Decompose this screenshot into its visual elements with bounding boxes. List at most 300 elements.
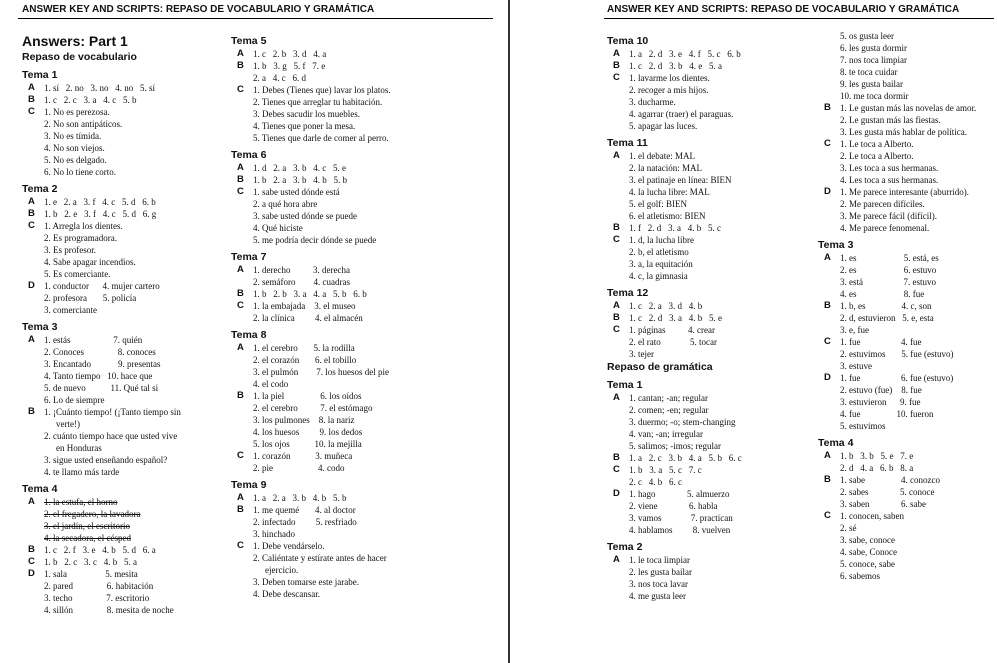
answer-text: 1. cantan; -an; regular — [629, 393, 708, 403]
answer-line — [607, 554, 822, 566]
answer-line — [22, 382, 222, 394]
exercise-letter: C — [824, 336, 831, 347]
section-heading: Tema 9 — [231, 479, 267, 491]
answer-line — [818, 210, 997, 222]
answer-text: 3. ducharme. — [629, 97, 676, 107]
exercise-letter: D — [28, 568, 35, 579]
answer-line — [231, 378, 491, 390]
section-heading: Tema 12 — [607, 287, 649, 299]
answer-text: 1. el cerebro 5. la rodilla — [253, 343, 355, 353]
answer-text: 5. apagar las luces. — [629, 121, 698, 131]
answer-line — [607, 324, 822, 336]
answer-line — [818, 474, 997, 486]
section-heading: Tema 2 — [607, 541, 643, 553]
answer-line — [607, 300, 822, 312]
answer-line — [607, 174, 822, 186]
answer-text: 3. sabe, conoce — [840, 535, 895, 545]
answer-text: 2. sé — [840, 523, 857, 533]
section-heading: Tema 2 — [22, 183, 58, 195]
answer-text: 1. b 3. b 5. e 7. e — [840, 451, 914, 461]
answer-line — [607, 590, 822, 602]
answer-line — [231, 564, 491, 576]
exercise-letter: A — [237, 162, 244, 173]
answer-line — [22, 394, 222, 406]
answer-line — [22, 430, 222, 442]
answer-text: 1. sabe usted dónde está — [253, 187, 340, 197]
answer-text: 2. No son antipáticos. — [44, 119, 123, 129]
answer-text: 6. sabemos — [840, 571, 880, 581]
answer-text: 2. estuvo (fue) 8. fue — [840, 385, 922, 395]
answer-line — [231, 402, 491, 414]
exercise-letter: B — [237, 60, 244, 71]
answer-line — [818, 150, 997, 162]
answer-text: 4. el codo — [253, 379, 289, 389]
exercise-letter: C — [613, 324, 620, 335]
column-1 — [22, 30, 222, 616]
answer-line — [231, 48, 491, 60]
answer-line — [22, 232, 222, 244]
answer-text: 1. sabe 4. conozco — [840, 475, 940, 485]
answer-line — [607, 392, 822, 404]
answer-line — [22, 406, 222, 418]
answer-text: 1. le toca limpiar — [629, 555, 690, 565]
answer-text: 5. estuvimos — [840, 421, 886, 431]
answer-line — [818, 90, 997, 102]
exercise-letter: C — [237, 540, 244, 551]
exercise-letter: C — [28, 220, 35, 231]
answer-text: 4. van; -an; irregular — [629, 429, 703, 439]
answer-text: 5. Tienes que darle de comer al perro. — [253, 133, 389, 143]
answer-line — [22, 244, 222, 256]
answer-text: 4. Tanto tiempo 10. hace que — [44, 371, 153, 381]
page-header: ANSWER KEY AND SCRIPTS: REPASO DE VOCABULARIO Y GRAMÁTICA — [22, 4, 375, 15]
answer-text: 1. el debate: MAL — [629, 151, 695, 161]
answer-text: 1. d, la lucha libre — [629, 235, 694, 245]
answer-line — [607, 464, 822, 476]
exercise-letter: B — [28, 208, 35, 219]
answer-line — [231, 438, 491, 450]
answer-text: 2. d 4. a 6. b 8. a — [840, 463, 914, 473]
answer-text: 4. Sabe apagar incendios. — [44, 257, 136, 267]
exercise-letter: B — [613, 452, 620, 463]
exercise-letter: B — [824, 102, 831, 113]
answer-text: 1. Le toca a Alberto. — [840, 139, 914, 149]
answer-text: 5. Es comerciante. — [44, 269, 111, 279]
answer-line — [818, 534, 997, 546]
answer-text: 1. conocen, saben — [840, 511, 904, 521]
answer-line — [231, 96, 491, 108]
answer-text: 4. c, la gimnasia — [629, 271, 688, 281]
answer-text: 1. Me parece interesante (aburrido). — [840, 187, 969, 197]
answer-text: 1. b 2. e 3. f 4. c 5. d 6. g — [44, 209, 157, 219]
answer-text: verte!) — [56, 419, 80, 429]
answer-text: 4. Les toca a sus hermanas. — [840, 175, 939, 185]
answer-text: 1. derecho 3. derecha — [253, 265, 350, 275]
answer-text: 3. el pulmón 7. los huesos del pie — [253, 367, 389, 377]
answer-text: 3. Les toca a sus hermanas. — [840, 163, 939, 173]
section-heading: Tema 1 — [607, 379, 643, 391]
exercise-letter: C — [824, 510, 831, 521]
answer-line — [231, 234, 491, 246]
answer-text: 7. nos toca limpiar — [840, 55, 907, 65]
answer-text: 6. No lo tiene corto. — [44, 167, 116, 177]
answer-text: 3. duermo; -o; stem-changing — [629, 417, 736, 427]
answer-line — [231, 414, 491, 426]
answer-text: 1. hago 5. almuerzo — [629, 489, 730, 499]
exercise-letter: A — [613, 392, 620, 403]
column-4 — [818, 30, 997, 582]
answer-line — [231, 492, 491, 504]
answer-line — [22, 166, 222, 178]
answer-text: 1. a 2. d 3. e 4. f 5. c 6. b — [629, 49, 741, 59]
answer-text: 4. fue 10. fueron — [840, 409, 934, 419]
answer-text: 2. b, el atletismo — [629, 247, 689, 257]
exercise-letter: A — [613, 150, 620, 161]
answer-line — [607, 108, 822, 120]
answer-text: 2. comen; -en; regular — [629, 405, 709, 415]
exercise-letter: A — [28, 82, 35, 93]
answer-text: 2. semáforo 4. cuadras — [253, 277, 350, 287]
answer-line — [818, 252, 997, 264]
answer-text: 4. Me parece fenomenal. — [840, 223, 930, 233]
answer-line — [818, 570, 997, 582]
section-heading: Tema 1 — [22, 69, 58, 81]
answer-text: 1. Debes (Tienes que) lavar los platos. — [253, 85, 391, 95]
answer-line — [22, 496, 222, 508]
answer-text: 2. pared 6. habitación — [44, 581, 154, 591]
section-heading: Tema 6 — [231, 149, 267, 161]
answer-line — [818, 312, 997, 324]
answer-line — [607, 336, 822, 348]
answer-line — [818, 162, 997, 174]
answer-text: 9. les gusta bailar — [840, 79, 903, 89]
answer-line — [231, 132, 491, 144]
answer-text: 4. Debe descansar. — [253, 589, 320, 599]
answer-line — [818, 486, 997, 498]
answer-text: 3. saben 6. sabe — [840, 499, 926, 509]
answer-line — [607, 404, 822, 416]
exercise-letter: C — [237, 186, 244, 197]
subheading: Repaso de gramática — [607, 361, 713, 373]
answer-line — [22, 532, 222, 544]
section-heading: Tema 4 — [818, 437, 854, 449]
answer-text: 3. está 7. estuvo — [840, 277, 936, 287]
answer-line — [22, 106, 222, 118]
page-right — [512, 0, 997, 663]
answer-text: 1. c 2. d 3. a 4. b 5. e — [629, 313, 722, 323]
answer-text: 1. e 2. a 3. f 4. c 5. d 6. b — [44, 197, 156, 207]
answer-text: 2. sabes 5. conoce — [840, 487, 935, 497]
answer-text: 3. comerciante — [44, 305, 97, 315]
answer-text: 3. estuve — [840, 361, 872, 371]
answer-line — [607, 198, 822, 210]
answer-line — [607, 348, 822, 360]
answer-text: 1. f 2. d 3. a 4. b 5. c — [629, 223, 721, 233]
answer-line — [607, 428, 822, 440]
exercise-letter: B — [237, 390, 244, 401]
answer-line — [818, 558, 997, 570]
answer-text: 3. Deben tomarse este jarabe. — [253, 577, 359, 587]
exercise-letter: B — [824, 474, 831, 485]
answer-line — [231, 450, 491, 462]
answer-text: 4. agarrar (traer) el paraguas. — [629, 109, 734, 119]
answer-line — [231, 120, 491, 132]
answer-text: 4. la lucha libre: MAL — [629, 187, 710, 197]
answer-line — [22, 580, 222, 592]
exercise-letter: B — [28, 544, 35, 555]
answer-text: 3. Es profesor. — [44, 245, 96, 255]
answer-line — [818, 510, 997, 522]
answer-line — [607, 150, 822, 162]
answer-text: 1. b 3. a 5. c 7. c — [629, 465, 702, 475]
answer-text: 1. fue 6. fue (estuvo) — [840, 373, 954, 383]
exercise-letter: B — [28, 94, 35, 105]
answer-text: 4. hablamos 8. vuelven — [629, 525, 731, 535]
answer-text: 2. viene 6. habla — [629, 501, 718, 511]
answer-line — [607, 440, 822, 452]
answer-line — [607, 258, 822, 270]
answer-line — [607, 500, 822, 512]
answer-text: 3. tejer — [629, 349, 654, 359]
section-heading: Tema 8 — [231, 329, 267, 341]
answer-line — [607, 246, 822, 258]
answer-line — [22, 466, 222, 478]
exercise-letter: C — [613, 72, 620, 83]
exercise-letter: C — [613, 234, 620, 245]
answer-text: 5. salimos; -imos; regular — [629, 441, 721, 451]
column-3 — [607, 30, 822, 602]
header-rule — [18, 18, 493, 19]
answer-line — [22, 508, 222, 520]
answer-text: 2. estuvimos 5. fue (estuvo) — [840, 349, 954, 359]
answer-text: 4. sillón 8. mesita de noche — [44, 605, 174, 615]
answer-text: 2. infectado 5. resfriado — [253, 517, 357, 527]
answer-line — [607, 512, 822, 524]
answer-text: 2. Caliéntate y estírate antes de hacer — [253, 553, 387, 563]
answer-line — [818, 54, 997, 66]
answer-text: 1. páginas 4. crear — [629, 325, 715, 335]
exercise-letter: D — [824, 186, 831, 197]
answer-line — [818, 420, 997, 432]
page-left — [0, 0, 497, 663]
exercise-letter: B — [613, 222, 620, 233]
answer-line — [231, 516, 491, 528]
answer-text: 3. Me parece fácil (difícil). — [840, 211, 937, 221]
answer-line — [22, 520, 222, 532]
answer-line — [818, 408, 997, 420]
answer-line — [22, 256, 222, 268]
answer-line — [818, 384, 997, 396]
answer-text: 3. techo 7. escritorio — [44, 593, 150, 603]
answer-line — [22, 196, 222, 208]
answer-line — [818, 276, 997, 288]
answer-text: 1. la embajada 3. el museo — [253, 301, 356, 311]
exercise-letter: B — [824, 300, 831, 311]
answer-text: 3. hinchado — [253, 529, 295, 539]
answer-text: 5. conoce, sabe — [840, 559, 895, 569]
answer-line — [231, 540, 491, 552]
answer-line — [231, 288, 491, 300]
answer-line — [818, 300, 997, 312]
answer-text: 1. la estufa, el horno — [44, 497, 118, 507]
answer-line — [231, 276, 491, 288]
exercise-letter: C — [28, 556, 35, 567]
answer-text: 2. d, estuvieron 5. e, esta — [840, 313, 934, 323]
answer-line — [231, 390, 491, 402]
answer-line — [607, 476, 822, 488]
answer-text: ejercicio. — [265, 565, 299, 575]
answer-text: 2. profesora 5. policía — [44, 293, 137, 303]
answer-text: 8. te toca cuidar — [840, 67, 898, 77]
exercise-letter: A — [613, 48, 620, 59]
answer-text: 1. estás 7. quién — [44, 335, 143, 345]
answer-text: 1. Debe vendárselo. — [253, 541, 325, 551]
answer-line — [818, 42, 997, 54]
answer-line — [22, 358, 222, 370]
answer-text: 3. el jardín, el escritorio — [44, 521, 130, 531]
page-divider — [508, 0, 510, 663]
answer-text: 1. b 2. a 3. b 4. b 5. b — [253, 175, 347, 185]
page-header: ANSWER KEY AND SCRIPTS: REPASO DE VOCABULARIO Y GRAMÁTICA — [607, 4, 960, 15]
answer-line — [22, 268, 222, 280]
answer-line — [818, 324, 997, 336]
answer-line — [231, 84, 491, 96]
answer-line — [607, 222, 822, 234]
answer-text: 1. c 2. d 3. b 4. e 5. a — [629, 61, 722, 71]
answer-text: 1. fue 4. fue — [840, 337, 922, 347]
answer-line — [818, 336, 997, 348]
exercise-letter: B — [237, 504, 244, 515]
section-heading: Tema 11 — [607, 137, 648, 149]
answer-text: 5. los ojos 10. la mejilla — [253, 439, 362, 449]
answer-line — [231, 426, 491, 438]
answer-text: 2. Es programadora. — [44, 233, 117, 243]
answer-line — [607, 72, 822, 84]
answer-line — [818, 114, 997, 126]
answer-text: 1. me quemé 4. al doctor — [253, 505, 356, 515]
answer-text: 2. Le gustan más las fiestas. — [840, 115, 941, 125]
section-heading: Tema 10 — [607, 35, 649, 47]
answer-line — [607, 186, 822, 198]
answer-line — [607, 416, 822, 428]
answer-line — [231, 264, 491, 276]
answer-line — [607, 566, 822, 578]
answer-line — [231, 162, 491, 174]
answer-text: 1. b 2. c 3. c 4. b 5. a — [44, 557, 137, 567]
answer-line — [22, 154, 222, 166]
exercise-letter: D — [28, 280, 35, 291]
exercise-letter: A — [237, 492, 244, 503]
answer-text: 6. les gusta dormir — [840, 43, 907, 53]
answer-text: 1. b 2. b 3. a 4. a 5. b 6. b — [253, 289, 367, 299]
answer-line — [607, 162, 822, 174]
answer-line — [22, 292, 222, 304]
exercise-letter: B — [613, 312, 620, 323]
answer-text: 4. sabe, Conoce — [840, 547, 897, 557]
exercise-letter: C — [237, 84, 244, 95]
section-heading: Tema 3 — [22, 321, 58, 333]
answer-line — [607, 452, 822, 464]
answer-line — [231, 528, 491, 540]
answer-line — [818, 174, 997, 186]
exercise-letter: A — [237, 342, 244, 353]
answer-line — [607, 120, 822, 132]
answer-line — [231, 108, 491, 120]
answer-line — [607, 488, 822, 500]
answer-line — [818, 498, 997, 510]
answer-line — [22, 544, 222, 556]
answer-text: 3. vamos 7. practican — [629, 513, 733, 523]
answer-line — [22, 304, 222, 316]
answer-line — [22, 370, 222, 382]
answer-line — [231, 576, 491, 588]
exercise-letter: C — [237, 300, 244, 311]
answer-line — [231, 312, 491, 324]
answer-line — [231, 354, 491, 366]
answer-line — [818, 222, 997, 234]
answer-text: 1. conductor 4. mujer cartero — [44, 281, 160, 291]
answer-text: 5. os gusta leer — [840, 31, 894, 41]
answer-text: 2. la clínica 4. el almacén — [253, 313, 363, 323]
answer-line — [22, 604, 222, 616]
answer-line — [818, 102, 997, 114]
answer-text: 3. e, fue — [840, 325, 869, 335]
answer-text: 4. Tienes que poner la mesa. — [253, 121, 356, 131]
section-heading: Tema 3 — [818, 239, 854, 251]
answer-text: 1. ¡Cuánto tiempo! (¡Tanto tiempo sin — [44, 407, 181, 417]
answer-line — [818, 138, 997, 150]
answer-line — [231, 588, 491, 600]
answer-text: 2. cuánto tiempo hace que usted vive — [44, 431, 178, 441]
answer-text: 1. c 2. b 3. d 4. a — [253, 49, 327, 59]
answer-line — [818, 372, 997, 384]
answer-text: 2. Tienes que arreglar tu habitación. — [253, 97, 383, 107]
answer-line — [22, 568, 222, 580]
exercise-letter: B — [237, 288, 244, 299]
answer-line — [818, 78, 997, 90]
answer-line — [231, 174, 491, 186]
answer-text: 2. Me parecen difíciles. — [840, 199, 925, 209]
answer-line — [818, 30, 997, 42]
answer-line — [818, 264, 997, 276]
exercise-letter: B — [613, 60, 620, 71]
answer-text: 1. c 2. a 3. d 4. b — [629, 301, 703, 311]
subheading: Repaso de vocabulario — [22, 51, 137, 63]
answer-text: 1. a 2. a 3. b 4. b 5. b — [253, 493, 347, 503]
answer-line — [818, 462, 997, 474]
answer-line — [607, 60, 822, 72]
exercise-letter: A — [237, 264, 244, 275]
answer-text: 2. c 4. b 6. c — [629, 477, 682, 487]
answer-line — [818, 198, 997, 210]
answer-line — [607, 84, 822, 96]
answer-text: 2. el corazón 6. el tobillo — [253, 355, 357, 365]
answer-text: 2. es 6. estuvo — [840, 265, 937, 275]
answer-text: 2. Conoces 8. conoces — [44, 347, 156, 357]
answer-text: 6. el atletismo: BIEN — [629, 211, 706, 221]
answer-text: 4. es 8. fue — [840, 289, 925, 299]
answer-text: 5. No es delgado. — [44, 155, 107, 165]
exercise-letter: A — [824, 450, 831, 461]
answer-text: 4. me gusta leer — [629, 591, 686, 601]
answer-line — [607, 210, 822, 222]
answer-line — [22, 418, 222, 430]
exercise-letter: A — [613, 554, 620, 565]
answer-line — [22, 208, 222, 220]
answer-text: 1. b 3. g 5. f 7. e — [253, 61, 326, 71]
answer-text: 2. a 4. c 6. d — [253, 73, 306, 83]
answer-text: 2. recoger a mis hijos. — [629, 85, 709, 95]
